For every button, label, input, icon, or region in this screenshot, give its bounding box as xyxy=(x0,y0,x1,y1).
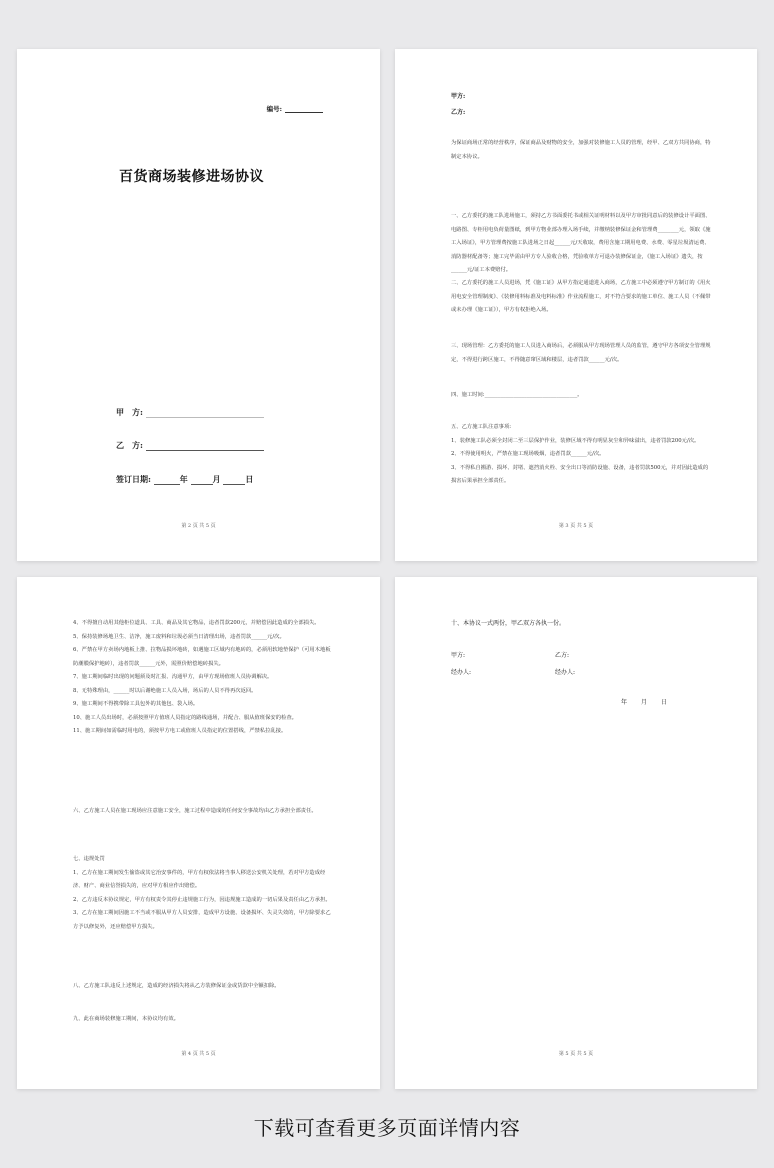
party-a-row xyxy=(116,407,264,418)
clause-7-item-3: 3、乙方在施工期间因施工不当或不服从甲方人员安排，造成甲方设施、设备损坏、失灵失效的，甲方除要求乙方予以修复外，还应赔偿甲方损失。 xyxy=(73,910,331,930)
clause-3: 三、现场管理：乙方委托的施工人员进入商场后，必须服从甲方现场管理人员的监管，遵守甲方各项安全管理规定，不得进行跨区施工，不得随意窜区域和楼层，违者罚款______元/次。 xyxy=(451,343,711,363)
page-footer: 第 5 页 共 5 页 xyxy=(558,1051,594,1057)
serial-label: 编号: xyxy=(266,105,282,113)
month-label: 月 xyxy=(212,474,221,484)
document-page-2 xyxy=(395,49,757,561)
clause-7-title: 七、违规处罚 xyxy=(73,856,105,862)
serial-blank-line xyxy=(285,105,323,113)
document-page-4 xyxy=(395,577,757,1089)
sign-date-label: 签订日期: xyxy=(116,474,151,484)
page-footer: 第 2 页 共 5 页 xyxy=(181,523,216,529)
clause-10: 十、本协议一式两份，甲乙双方各执一份。 xyxy=(451,620,566,627)
download-caption: 下载可查看更多页面详情内容 xyxy=(253,1116,521,1140)
party-b-label: 乙方: xyxy=(451,109,466,116)
day-label: 日 xyxy=(245,474,254,484)
item-11: 11、施工期间如需临时用电的，须按甲方电工或值班人员指定的位置搭线，严禁私拉乱接。 xyxy=(73,728,287,734)
month-blank xyxy=(191,475,213,485)
clause-5-item-2: 2、不得使用明火，严禁在施工现场吸烟，违者罚款______元/次。 xyxy=(451,451,605,457)
item-9: 9、施工期间不得携带除工具包外的其他包、袋入场。 xyxy=(73,701,199,707)
clause-7-item-1: 1、乙方在施工期间发生偷盗或其它治安事件的，甲方有权依法将当事人移送公安机关处理，若对甲方造成经济、财产、商业信誉损失的，应对甲方相应作出赔偿。 xyxy=(73,869,326,889)
party-b-sign-label: 乙方: xyxy=(555,652,570,659)
item-6: 6、严禁在甲方卖场内地板上推、拉物品损坏地砖，如遇施工区域内有地砖的，必须用软地垫保护（可用木地板防潮膜保护地砖），违者罚款______元外，需照价赔偿地砖损失。 xyxy=(73,647,331,667)
page-footer: 第 3 页 共 5 页 xyxy=(558,523,594,529)
party-a-sign-label: 甲方: xyxy=(451,652,466,659)
clause-8: 八、乙方施工队违反上述规定，造成的经济损失将从乙方装修保证金或货款中全额扣除。 xyxy=(73,983,280,989)
clause-7-item-2: 2、乙方违反本协议规定，甲方有权责令其停止违规施工行为，因违规施工造成的一切后果及责任由乙方承担。 xyxy=(73,896,331,903)
intro-paragraph: 为保证商场正常的经营秩序，保证商品及财物的安全，加强对装修施工人员的管理，经甲、乙双方共同协商，特制定本协议。 xyxy=(451,140,711,160)
item-5: 5、保持装修场地卫生、洁净，施工废料和垃圾必须当日清理出场，违者罚款______元/次。 xyxy=(73,633,285,640)
year-label: 年 xyxy=(179,474,188,484)
party-b-label: 乙 方: xyxy=(116,440,143,450)
clause-5 xyxy=(451,421,711,489)
party-b-row xyxy=(116,440,264,451)
party-a-label: 甲 方: xyxy=(116,407,143,417)
party-a-blank-line xyxy=(146,408,264,418)
day-blank xyxy=(223,475,245,485)
item-4: 4、不得擅自动用其他柜位道具、工具、商品及其它物品，违者罚款200元，并赔偿因此造成的全部损失。 xyxy=(73,620,320,626)
item-8: 8、无特殊理由，______时以后谢绝施工人员入场，场后的人员不得再次返回。 xyxy=(73,687,257,694)
document-title: 百货商场装修进场协议 xyxy=(119,169,264,185)
agent-a-label: 经办人: xyxy=(451,669,472,676)
page-footer: 第 4 页 共 5 页 xyxy=(181,1051,216,1057)
clause-4: 四、施工时间:___________________________________。 xyxy=(451,392,583,398)
document-page-cover xyxy=(17,49,380,561)
clause-5-item-3: 3、不得私自搬游、损坏、封堵、遮挡消火栓、安全出口等消防设施、设备，违者罚款500元，并对因此造成的损害后果承担全部责任。 xyxy=(451,464,709,484)
sign-date-row xyxy=(116,474,253,485)
serial-number-field xyxy=(267,104,323,113)
clause-2: 二、乙方委托的施工人员进场，凭《施工证》从甲方指定通道进入商场，乙方施工中必须遵守甲方制订的《用火用电安全管理制度》、《装修用料标准及电料标准》作业流程施工，对不符合要求的施工单位、施工人员（不佩带或未办理《施工证》），甲方有权拒绝入场。 xyxy=(451,280,711,313)
date-year: 年 xyxy=(621,699,628,706)
item-10: 10、施工人员出场时，必须按照甲方值班人员指定的路线通场，并配合、服从值班保安的检查。 xyxy=(73,714,297,721)
document-page-3 xyxy=(17,577,380,1089)
clause-5-title: 五、乙方施工队注意事项: xyxy=(451,424,512,430)
year-blank xyxy=(154,475,180,485)
agent-b-label: 经办人: xyxy=(555,669,576,676)
clause-7 xyxy=(73,853,334,934)
items-list xyxy=(73,617,334,739)
item-7: 7、施工期间临时出现的问题须及时汇报、沟通甲方，由甲方现场值班人员协调解决。 xyxy=(73,674,273,680)
clause-9: 九、此在商场装修施工期间，本协议均有效。 xyxy=(73,1016,179,1022)
date-month: 月 xyxy=(641,699,648,706)
clause-5-item-1: 1、装修施工队必须全封闭二至三层保护作业，装修区域不得有明显灰尘和异味溢出，违者罚款200元/次。 xyxy=(451,437,700,444)
party-a-label: 甲方: xyxy=(451,93,466,100)
clause-6: 六、乙方施工人员在施工现场应注意施工安全，施工过程中造成的任何安全事故均由乙方承担全部责任。 xyxy=(73,808,317,814)
date-day: 日 xyxy=(661,699,668,706)
clause-1: 一、乙方委托的施工队进场施工，须持乙方书面委托书或相关证明材料以及甲方审批同意后的装修设计平面图、电路图、专柜用电负荷量图纸，到甲方物业部办理入场手续，并缴纳装修保证金和管理费________元，领取《施工入场证》，甲方管理费按施工队进场之日起______元/天收取，费用含施工期用电费、水费、零星垃圾清运费、消防器材配备等；施工完毕需由甲方专人验收合格，凭验收单方可退办装修保证金，《施工入场证》遗失，按______元/证工本费赔付。 xyxy=(451,213,711,273)
party-b-blank-line xyxy=(146,441,264,451)
